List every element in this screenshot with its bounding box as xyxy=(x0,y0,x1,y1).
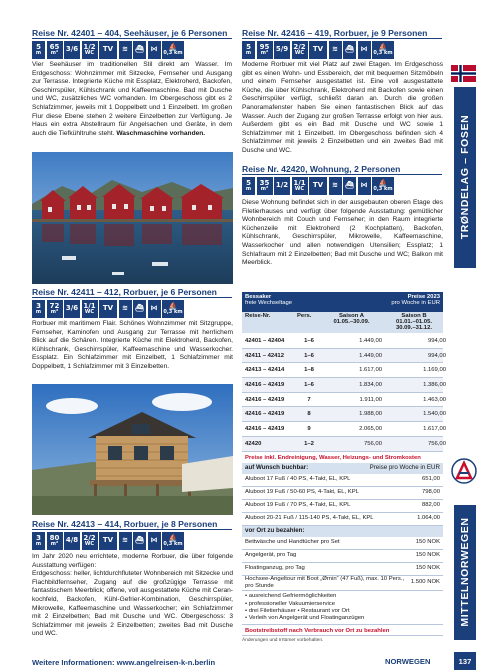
amenity-item: • professioneller Vakuumierservice xyxy=(245,600,336,607)
col-saison-a xyxy=(321,313,382,332)
ship-icon: ⛴ xyxy=(133,300,146,318)
section-description xyxy=(32,61,232,138)
footer-country: NORWEGEN xyxy=(385,657,431,666)
col-b-dates2: 30.09.–31.12. xyxy=(395,325,433,331)
cell-nr: 42411 – 42412 xyxy=(245,352,284,359)
cell-a: 756,00 xyxy=(363,440,382,447)
feature-icon: 1/2 xyxy=(274,177,290,195)
feature-icon: 65 m² xyxy=(47,41,63,59)
section-description: Moderne Rorbuer mit viel Platz auf zwei Etagen. Im Erdgeschoss gibt es einen Wohn- und Essbereich, der mit bequemen Sitzmöbeln und einem Fernseher ausgestattet ist. Eine voll ausgestattete Küche, die über Kühlschrank, Elektroherd mit Backofen sowie einen Geschirrspüler verfügt, schließt daran an. Durch die großen Panoramafenster haben Sie einen fantastischen Blick auf das Wasser. Auch der Zugang zur großen Terrasse erfolgt von hier aus. Außerdem gibt es ein Bad mit Dusche und WC sowie 1 Schlafzimmer mit 1 Einzelbett. Im Obergeschoss befinden sich 4 Schlafzimmer mit jeweils 2 Einzelbetten und ein zweites Bad mit Dusche und WC. xyxy=(242,61,443,154)
cell-pers: 9 xyxy=(307,425,311,432)
onsite-item xyxy=(242,576,443,592)
boat-distance-icon: ⛵ 0,3 km xyxy=(372,41,394,59)
section-description: Diese Wohnung befindet sich in der ausgebauten oberen Etage des Filetierhauses und verfügt über folgende Ausstattung: gemütlicher Wohnbereich mit Couch und Fernseher; in den Raum integrierte Küchenzeile mit Elektroherd (2 Kochplatten), Backofen, Kühlschrank, Geschirrspüler, Mikrowelle, Kaffeemaschine, Wasserkocher und allen notwendigen Utensilien; Essplatz; 1 Schlafraum mit 2 Einzelbetten; Bad mit Dusche und WC; Balkon mit Meerblick. xyxy=(242,199,443,267)
feature-icon: 3 m xyxy=(32,300,45,318)
tv-icon: TV xyxy=(99,300,117,318)
boat-option-price: 798,00 xyxy=(421,488,440,495)
cell-pers: 1–6 xyxy=(304,337,314,344)
cell-b: 1.169,00 xyxy=(423,367,446,374)
tv-icon: TV xyxy=(309,41,327,59)
boat-option-price: 1.064,00 xyxy=(417,514,440,521)
wifi-icon: ≋ xyxy=(329,177,342,195)
feature-icon: 95 m² xyxy=(257,41,273,59)
section-title-42413: Reise Nr. 42413 – 414, Rorbuer, je 8 Personen xyxy=(32,519,218,529)
feature-icon: 35 m² xyxy=(257,177,273,195)
col-pers: Pers. xyxy=(297,313,312,319)
amenity-list xyxy=(242,591,443,625)
boat-option-label: Aluboot 20-21 Fuß / 115-140 PS, 4-Takt, EL, KPL xyxy=(245,514,374,521)
cell-b: 1.386,00 xyxy=(423,381,446,388)
amenity-item: • Verleih von Angelgerät und Floatinganzügen xyxy=(245,614,365,621)
boat-option xyxy=(242,500,443,513)
section-title-42401: Reise Nr. 42401 – 404, Seehäuser, je 6 Personen xyxy=(32,28,228,38)
boat-distance-icon: ⛵ 0,3 km xyxy=(162,41,184,59)
angler-logo-icon xyxy=(451,458,477,484)
onsite-item-price: 150 NOK xyxy=(415,564,440,571)
cell-a: 1.449,00 xyxy=(359,352,382,359)
cell-pers: 1–8 xyxy=(304,367,314,374)
optional-header xyxy=(242,463,443,474)
section-description: Rorbuer mit maritimem Flair. Schönes Wohnzimmer mit Sitzgruppe, Fernseher, Kaminofen und Ausgang zur Terrasse mit herrlichem Blick auf die Schären. Integrierte Küche mit Elektroherd, Backofen, Kühlschrank, Geschirrspüler, Kaffeemaschine und Wasserkocher. Essplatz. Ein Schlafzimmer mit Einzelbett, 1 Schlafzimmer mit Doppelbett, 1 Schlafzimmer mit 3 Einzelbetten. xyxy=(32,320,233,370)
onsite-item-price: 1.500 NOK xyxy=(410,579,440,586)
boat-option xyxy=(242,474,443,487)
section-rule xyxy=(32,297,232,298)
cell-b: 994,00 xyxy=(427,337,446,344)
norway-flag-icon xyxy=(451,65,476,82)
onsite-list xyxy=(242,537,443,592)
wifi-icon: ≋ xyxy=(119,300,132,318)
feature-icon: 1/1 WC xyxy=(292,177,308,195)
cell-pers: 1–6 xyxy=(304,381,314,388)
boat-list xyxy=(242,474,443,526)
description-text: Vier Seehäuser im traditionellen Stil direkt am Wasser. Im Erdgeschoss: Wohnzimmer mit Sitzecke, Fernseher und Ausgang zur Terrasse. Integrierte Küche mit Essplatz, Elektroherd, Backofen, Geschirrspüler, Kühlschrank und Kaffeemaschine. Bad mit Dusche und WC, zusätzliches WC vorhanden. Im Obergeschoss gibt es 2 Schlafzimmer, jeweils mit 1 Doppelbett und 1 Einzelbett. Im großen Flur diese Ebene stehen 2 weitere Einzelbetten zur Verfügung. Je Haus ein extra Abstellraum für Angelsachen und Geräte, in dem auch die Tiefkühltruhe steht. xyxy=(32,61,232,137)
wifi-icon: ≋ xyxy=(119,532,132,550)
boat-option-label: Aluboot 17 Fuß / 40 PS, 4-Takt, EL, KPL xyxy=(245,475,351,482)
feature-icon: 72 m² xyxy=(47,300,63,318)
feature-icon: 1/2 WC xyxy=(82,41,98,59)
feature-icons xyxy=(32,41,184,59)
fish-icon: ⋈ xyxy=(148,41,161,59)
cell-a: 1.834,00 xyxy=(359,381,382,388)
cell-pers: 7 xyxy=(307,396,311,403)
description-text: Erdgeschoss: heller, lichtdurchfluteter Wohnbereich mit Sitzecke und Flachbildfernseher, Zugang auf die großzügige Terrasse mit fantastischem Meerblick; offene, voll ausgestattete Küche mit Cerankochfeld, Backofen, Kühl-Gefrier-Kombination, Geschirrspüler, Mikrowelle, Kaffeemaschine und Wasserkocher; ein Schlafzimmer mit 2 Einzelbetten; Bad mit Dusche und WC. Obergeschoss: 3 Schlafzimmer mit jeweils 2 Einzelbetten; zweites Bad mit Dusche und WC. xyxy=(32,570,233,638)
price-table-columns xyxy=(242,312,443,334)
cell-a: 1.988,00 xyxy=(359,411,382,418)
amenity-item: • drei Filetierhäuser • Restaurant vor Ort xyxy=(245,607,350,614)
price-rows xyxy=(242,334,446,452)
cell-pers: 8 xyxy=(307,411,311,418)
col-a-label: Saison A xyxy=(339,313,364,319)
cell-pers: 1–6 xyxy=(304,352,314,359)
cell-nr: 42413 – 42414 xyxy=(245,367,285,374)
description-intro: Im Jahr 2020 neu errichtete, moderne Rorbuer, die über folgende Ausstattung verfügen: xyxy=(32,553,233,569)
table-row xyxy=(242,407,446,422)
ship-icon: ⛴ xyxy=(133,532,146,550)
boat-option xyxy=(242,487,443,500)
disclaimer: Änderungen und Irrtümer vorbehalten. xyxy=(242,638,324,644)
feature-icon: 5/9 xyxy=(274,41,290,59)
col-b-label: Saison B xyxy=(401,313,427,319)
table-row xyxy=(242,363,446,378)
wifi-icon: ≋ xyxy=(329,41,342,59)
boat-option xyxy=(242,513,443,526)
col-b-dates: 01.01.–01.05. xyxy=(395,319,433,325)
region-label: TRØNDELAG – FOSEN xyxy=(459,114,471,240)
tv-icon: TV xyxy=(99,532,117,550)
cell-b: 1.463,00 xyxy=(423,396,446,403)
cell-nr: 42416 – 42419 xyxy=(245,425,285,432)
prices-year: Preise 2023 xyxy=(407,293,440,300)
feature-icons xyxy=(242,41,394,59)
optional-unit: Preise pro Woche in EUR xyxy=(369,464,440,471)
feature-icon: 80 m² xyxy=(47,532,63,550)
feature-icons xyxy=(32,532,184,550)
feature-icon: 2/2 WC xyxy=(82,532,98,550)
seehaeuser-photo xyxy=(32,152,233,284)
feature-icon: 3/6 xyxy=(64,41,80,59)
tv-icon: TV xyxy=(309,177,327,195)
cell-nr: 42420 xyxy=(245,440,262,447)
description-bold: Waschmaschine vorhanden. xyxy=(116,129,206,137)
table-row xyxy=(242,437,446,452)
boat-option-label: Aluboot 19 Fuß / 70 PS, 4-Takt, EL, KPL xyxy=(245,501,351,508)
feature-icons xyxy=(32,300,184,318)
price-table-header xyxy=(242,292,443,312)
boat-option-label: Aluboot 19 Fuß / 50-60 PS, 4-Takt, EL, KPL xyxy=(245,488,359,495)
amenity-item: • ausreichend Gefriermöglichkeiten xyxy=(245,593,337,600)
onsite-item xyxy=(242,563,443,576)
boat-option-price: 882,00 xyxy=(421,501,440,508)
cell-a: 1.617,00 xyxy=(359,367,382,374)
fish-icon: ⋈ xyxy=(148,300,161,318)
section-title-42420: Reise Nr. 42420, Wohnung, 2 Personen xyxy=(242,164,401,174)
cell-a: 1.911,00 xyxy=(359,396,382,403)
feature-icon: 5 m xyxy=(242,41,255,59)
section-rule xyxy=(242,174,442,175)
table-row xyxy=(242,334,446,349)
cell-a: 2.065,00 xyxy=(359,425,382,432)
col-a-dates: 01.05.–30.09. xyxy=(333,319,370,325)
ship-icon: ⛴ xyxy=(343,41,356,59)
feature-icons xyxy=(242,177,394,195)
cell-b: 1.617,00 xyxy=(423,425,446,432)
table-row xyxy=(242,349,446,364)
table-row xyxy=(242,422,446,437)
cell-pers: 1–2 xyxy=(304,440,314,447)
cell-nr: 42401 – 42404 xyxy=(245,337,285,344)
location-name: Bessaker xyxy=(245,293,272,300)
feature-icon: 3/6 xyxy=(64,300,80,318)
section-rule xyxy=(32,38,232,39)
onsite-header xyxy=(242,526,443,537)
feature-icon: 2/2 WC xyxy=(292,41,308,59)
fish-icon: ⋈ xyxy=(148,532,161,550)
cell-nr: 42416 – 42419 xyxy=(245,381,285,388)
table-row xyxy=(242,378,446,393)
section-title-42416: Reise Nr. 42416 – 419, Rorbuer, je 9 Personen xyxy=(242,28,428,38)
optional-label: auf Wunsch buchbar: xyxy=(245,464,309,471)
fish-icon: ⋈ xyxy=(358,177,371,195)
cell-b: 756,00 xyxy=(427,440,446,447)
cell-a: 1.449,00 xyxy=(359,337,382,344)
fish-icon: ⋈ xyxy=(358,41,371,59)
ship-icon: ⛴ xyxy=(343,177,356,195)
region-label-bottom: MITTELNORWEGEN xyxy=(459,517,471,627)
feature-icon: 3 m xyxy=(32,532,45,550)
inclusive-note: Preise inkl. Endreinigung, Wasser, Heizungs- und Stromkosten xyxy=(245,454,421,461)
tv-icon: TV xyxy=(99,41,117,59)
feature-icon: 5 m xyxy=(32,41,45,59)
cell-nr: 42416 – 42419 xyxy=(245,411,285,418)
price-table xyxy=(242,292,446,645)
cell-b: 1.540,00 xyxy=(423,411,446,418)
section-rule xyxy=(32,529,232,530)
boat-option-price: 651,00 xyxy=(421,475,440,482)
onsite-label: vor Ort zu bezahlen: xyxy=(245,527,305,534)
feature-icon: 4/8 xyxy=(64,532,80,550)
ship-icon: ⛴ xyxy=(133,41,146,59)
col-reise: Reise-Nr. xyxy=(245,313,271,319)
footer-website: Weitere Informationen: www.angelreisen-k-n.berlin xyxy=(32,658,216,667)
onsite-item-label: Hochsee-Angeltour mit Boot „Ørnin“ (47 Fuß), max. 10 Pers., pro Stunde xyxy=(245,575,405,589)
boat-distance-icon: ⛵ 0,3 km xyxy=(372,177,394,195)
cell-nr: 42416 – 42419 xyxy=(245,396,285,403)
col-saison-b xyxy=(382,313,446,332)
onsite-item xyxy=(242,550,443,563)
fuel-note: Bootstreibstoff nach Verbrauch vor Ort zu bezahlen xyxy=(242,625,443,636)
feature-icon: 1/1 WC xyxy=(82,300,98,318)
onsite-item-label: Bettwäsche und Handtücher pro Set xyxy=(245,538,340,545)
boat-distance-icon: ⛵ 0,3 km xyxy=(162,300,184,318)
section-rule xyxy=(242,38,442,39)
page-number: 137 xyxy=(454,652,476,670)
section-title-42411: Reise Nr. 42411 – 412, Rorbuer, je 6 Personen xyxy=(32,287,217,297)
onsite-item xyxy=(242,537,443,550)
feature-icon: 5 m xyxy=(242,177,255,195)
rorbuer-photo xyxy=(32,384,233,515)
prices-unit: pro Woche in EUR xyxy=(391,299,440,306)
onsite-item-label: Floatinganzug, pro Tag xyxy=(245,564,305,571)
wifi-icon: ≋ xyxy=(119,41,132,59)
location-sub: freie Wechseltage xyxy=(245,299,293,306)
onsite-item-price: 150 NOK xyxy=(415,551,440,558)
section-description xyxy=(32,553,233,639)
boat-distance-icon: ⛵ 0,3 km xyxy=(162,532,184,550)
onsite-item-label: Angelgerät, pro Tag xyxy=(245,551,297,558)
cell-b: 994,00 xyxy=(427,352,446,359)
table-row xyxy=(242,393,446,408)
onsite-item-price: 150 NOK xyxy=(415,538,440,545)
